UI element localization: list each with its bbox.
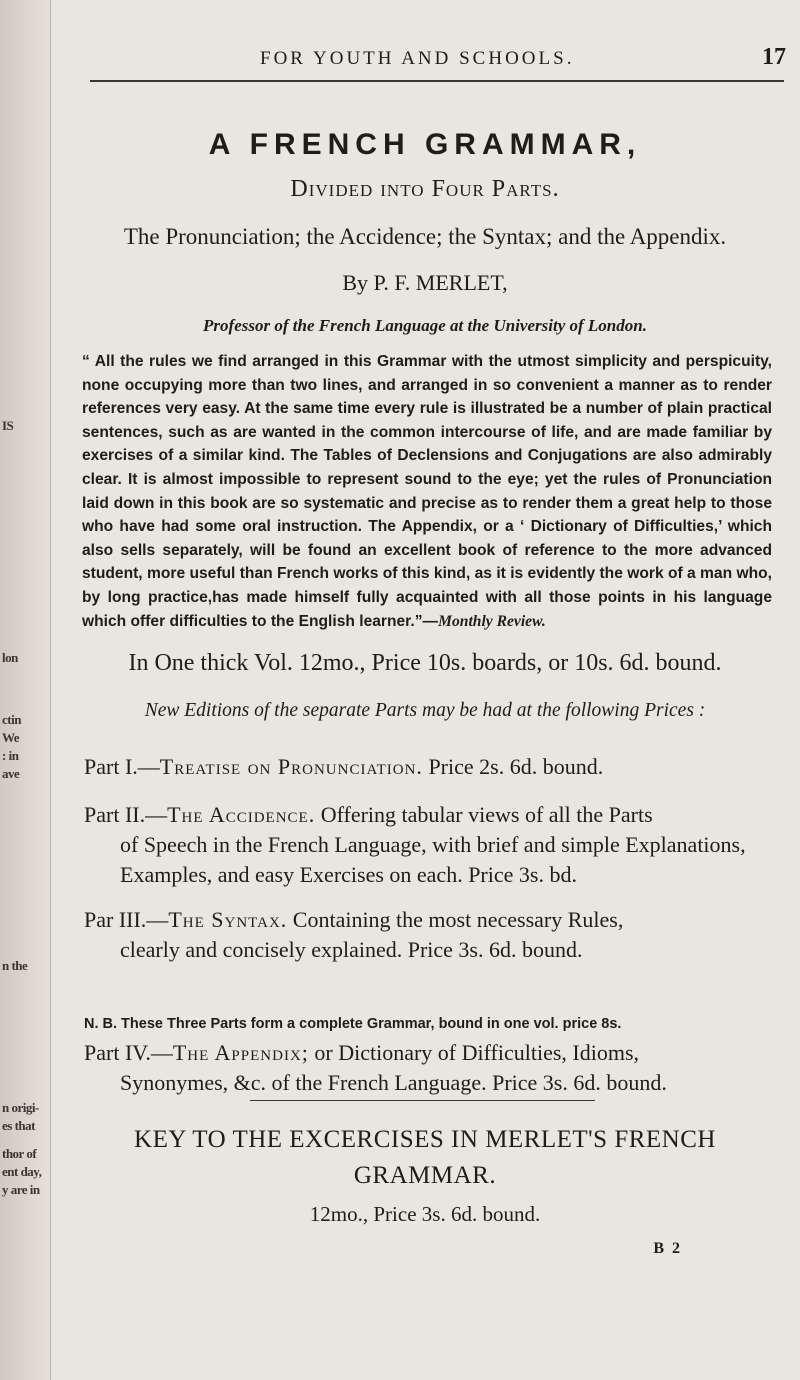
- section-rule: [250, 1100, 595, 1101]
- part-entry: [84, 752, 774, 782]
- running-head: [50, 44, 800, 78]
- margin-fragment: y are in: [2, 1182, 40, 1197]
- part-name: The Syntax.: [168, 907, 288, 932]
- part-name: Treatise on Pronunciation.: [159, 754, 423, 779]
- margin-fragment: IS: [2, 418, 14, 433]
- part-entry: [84, 800, 774, 890]
- review-text: “ All the rules we find arranged in this Grammar with the utmost simplicity and perspicuity, none occupying more than two lines, and arranged in so convenient a manner as to render references very easy. At the same time every rule is illustrated be a number of plain practical sentences, such as are wanted in the common intercourse of life, and are made familiar by exercises of a similar kind. The Tables of Declensions and Conjugations are also admirably clear. It is almost impossible to represent sound to the eye; yet the rules of Pronunciation laid down in this book are so systematic and precise as to render them a great help to those who have had some oral instruction. The Appendix, or a ‘ Dictionary of Difficulties,’ which also sells separately, will be found an excellent book of reference to the more advanced student, more useful than French works of this kind, as it is evidently the work of a man who, by long practice,has made himself fully acquainted with all those points in his language which offer difficulties to the English learner.”—: [82, 353, 772, 630]
- signature-mark: B 2: [653, 1240, 682, 1257]
- price-line: In One thick Vol. 12mo., Price 10s. boards, or 10s. 6d. bound.: [128, 650, 722, 676]
- part-label: Par III.—: [84, 907, 169, 932]
- facing-page-margin: [0, 0, 51, 1380]
- part-description: Offering tabular views of all the Parts: [315, 802, 653, 827]
- margin-fragment: es that: [2, 1118, 35, 1133]
- part-label: Part II.—: [84, 802, 168, 827]
- nb-note: N. B. These Three Parts form a complete Grammar, bound in one vol. price 8s.: [84, 1016, 622, 1032]
- margin-fragment: ave: [2, 766, 20, 781]
- part-description: or Dictionary of Difficulties, Idioms,: [308, 1040, 640, 1065]
- book-subtitle: Divided into Four Parts.: [290, 176, 560, 202]
- running-head-title: FOR YOUTH AND SCHOOLS.: [260, 48, 575, 69]
- key-title-line: GRAMMAR.: [353, 1162, 497, 1189]
- page-number: 17: [762, 44, 786, 70]
- header-rule: [90, 80, 784, 82]
- parts-list: The Pronunciation; the Accidence; the Syntax; and the Appendix.: [123, 224, 727, 249]
- part-description: Containing the most necessary Rules,: [287, 907, 624, 932]
- margin-fragment: lon: [2, 650, 18, 665]
- book-title: A FRENCH GRAMMAR,: [208, 128, 642, 161]
- part-description-cont: Synonymes, &c. of the French Language. Price 3s. 6d. bound.: [120, 1070, 667, 1095]
- editions-note: New Editions of the separate Parts may be had at the following Prices :: [144, 700, 706, 721]
- margin-fragment: ctin: [2, 712, 21, 727]
- key-price: 12mo., Price 3s. 6d. bound.: [309, 1202, 541, 1226]
- margin-fragment: n origi-: [2, 1100, 39, 1115]
- key-title-line: KEY TO THE EXCERCISES IN MERLET'S FRENCH: [134, 1126, 716, 1153]
- key-title: [50, 1122, 800, 1194]
- margin-fragment: n the: [2, 958, 28, 973]
- part-label: Part I.—: [84, 754, 160, 779]
- part-description-cont: clearly and concisely explained. Price 3s. 6d. bound.: [120, 937, 583, 962]
- review-source: Monthly Review.: [438, 612, 546, 630]
- part-description-cont: of Speech in the French Language, with brief and simple Explanations, Examples, and easy Exercises on each. Price 3s. bd.: [120, 832, 746, 887]
- part-description: Price 2s. 6d. bound.: [422, 754, 604, 779]
- margin-fragment: thor of: [2, 1146, 37, 1161]
- margin-fragment: : in: [2, 748, 19, 763]
- part-label: Part IV.—: [84, 1040, 173, 1065]
- author-role: Professor of the French Language at the University of London.: [203, 316, 647, 335]
- review-quote: [82, 350, 772, 633]
- margin-fragment: We: [2, 730, 20, 745]
- book-page: [50, 0, 800, 1380]
- part-entry: [84, 905, 774, 965]
- author: By P. F. MERLET,: [342, 270, 508, 295]
- part-name: The Appendix;: [172, 1040, 309, 1065]
- margin-fragment: ent day,: [2, 1164, 42, 1179]
- part-entry: [84, 1038, 774, 1098]
- part-name: The Accidence.: [167, 802, 316, 827]
